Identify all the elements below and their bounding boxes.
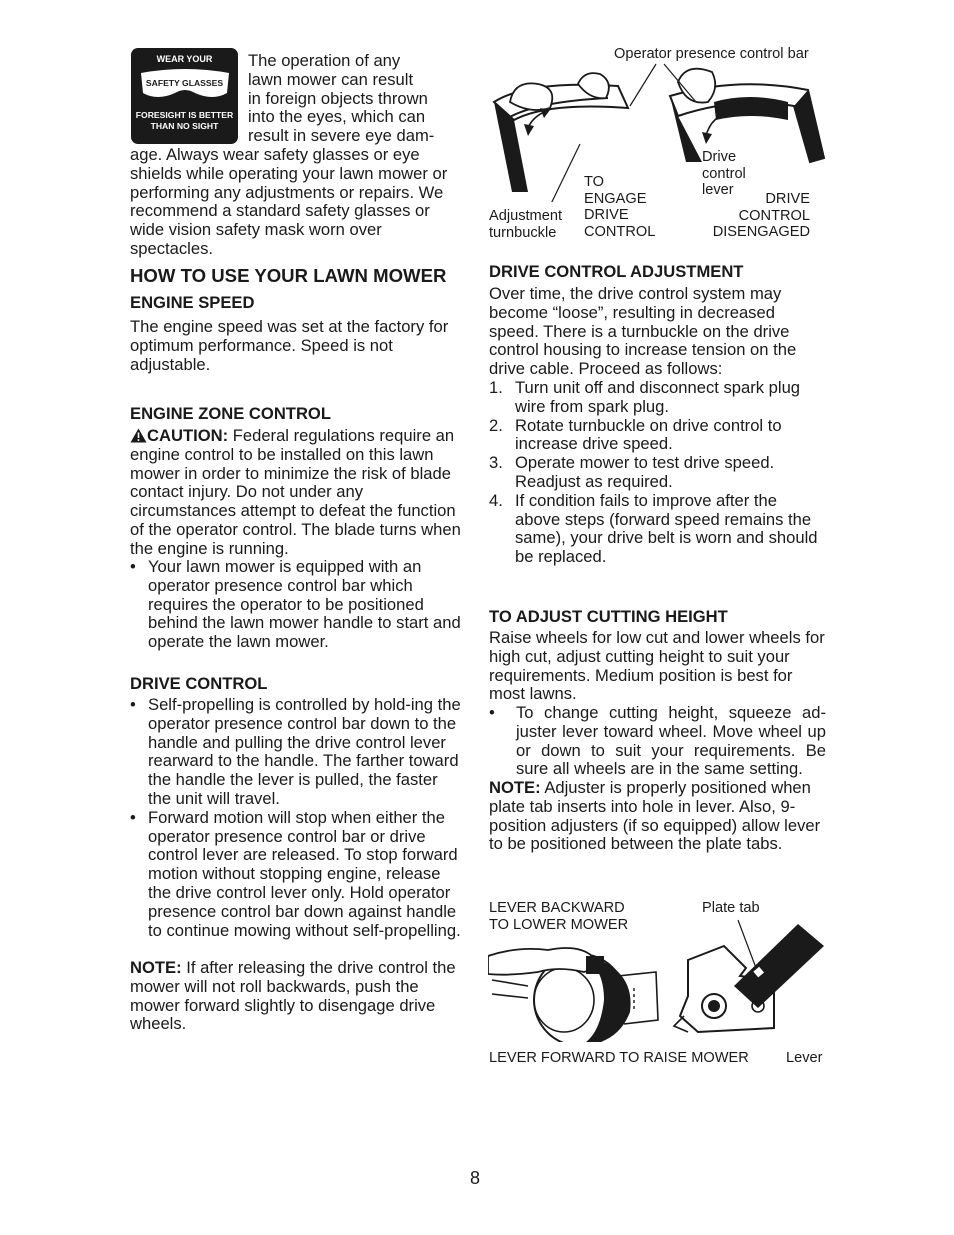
drive-control-note	[130, 959, 465, 1034]
label-line: control	[702, 165, 746, 182]
label-line: DISENGAGED	[712, 224, 810, 241]
intro-paragraph: age. Always wear safety glasses or eye shields while operating your lawn mower or performing any adjustments or repairs. We recommend a standard safety glasses or wide vision safety mask worn over spectacles.	[130, 145, 448, 258]
caution-label: CAUTION:	[147, 426, 229, 445]
engine-speed-body: The engine speed was set at the factory for optimum performance. Speed is not adjustable.	[130, 317, 449, 374]
warning-triangle-icon	[130, 428, 147, 443]
list-item	[489, 417, 826, 455]
label-line: CONTROL	[584, 223, 656, 240]
list-item: • Self-propelling is controlled by hold-ing the operator presence control bar down to the handle and pulling the drive control lever rearward to the handle. The farther toward the handle the lever is pulled, the faster the unit will travel.	[130, 696, 465, 809]
drive-control-bullets	[130, 696, 465, 940]
intro-line: into the eyes, which can	[248, 107, 426, 127]
drive-adjust-heading: DRIVE CONTROL ADJUSTMENT	[489, 262, 744, 281]
section-title-how-to: HOW TO USE YOUR LAWN MOWER	[130, 265, 447, 286]
badge-line-4: THAN NO SIGHT	[150, 121, 219, 131]
fig1-label-adjustment	[489, 208, 562, 241]
step-number: 3.	[489, 453, 503, 473]
step-number: 4.	[489, 490, 503, 510]
label-line: lever	[702, 182, 734, 199]
engine-zone-caution	[130, 427, 465, 559]
label-line: Drive	[702, 149, 737, 165]
note-body: Adjuster is properly positioned when plate tab inserts into hole in lever. Also, 9-position adjusters (if so equipped) allow lever to be positioned between the plate tabs.	[489, 778, 821, 854]
safety-glasses-badge	[131, 48, 238, 144]
step-number: 2.	[489, 415, 503, 435]
intro-line: lawn mower can result	[248, 69, 414, 89]
note-label: NOTE:	[489, 778, 541, 797]
fig1-label-disengaged	[690, 191, 810, 241]
badge-line-2: SAFETY GLASSES	[145, 78, 224, 88]
engine-speed-heading: ENGINE SPEED	[130, 293, 255, 312]
step-text: Turn unit off and disconnect spark plug wire from spark plug.	[515, 378, 801, 416]
step-text: Operate mower to test drive speed. Readjust as required.	[515, 453, 775, 491]
cutting-height-bullets	[489, 704, 826, 779]
note-body: If after releasing the drive control the mower will not roll backwards, push the mower forward slightly to disengage drive wheels.	[130, 958, 456, 1034]
drive-adjust-steps	[489, 379, 826, 567]
list-item: • To change cutting height, squeeze ad-juster lever toward wheel. Move wheel up or down to suit your requirements. Be sure all wheels are in the same setting.	[489, 704, 826, 779]
badge-line-3: FORESIGHT IS BETTER	[135, 110, 234, 120]
fig2-label-plate-tab: Plate tab	[702, 900, 760, 916]
fig1-label-top: Operator presence control bar	[614, 46, 809, 62]
fig2-label-lever: Lever	[786, 1050, 823, 1066]
drive-control-heading: DRIVE CONTROL	[130, 674, 268, 693]
cutting-height-heading: TO ADJUST CUTTING HEIGHT	[489, 607, 728, 626]
fig1-label-to-engage	[584, 174, 655, 240]
label-line: TO LOWER MOWER	[489, 916, 629, 933]
list-item	[489, 454, 826, 492]
list-item: • Forward motion will stop when either the operator presence control bar or drive control lever are released. To stop forward motion without stopping engine, release the drive control lever only. Hold operator presence control bar down against handle to continue mowing without self-propelling.	[130, 809, 465, 941]
label-line: CONTROL	[738, 207, 810, 224]
page-number: 8	[470, 1168, 481, 1188]
label-line: ENGAGE	[584, 190, 647, 207]
cutting-height-diagram	[488, 916, 828, 1042]
label-line: LEVER BACKWARD	[489, 900, 625, 916]
engine-zone-bullets	[130, 558, 465, 652]
label-line: TO	[584, 174, 605, 190]
step-number: 1.	[489, 378, 503, 397]
label-line: Adjustment	[489, 208, 563, 224]
intro-line: in foreign objects thrown	[248, 88, 428, 108]
note-label: NOTE:	[130, 958, 182, 977]
list-item: • Your lawn mower is equipped with an operator presence control bar which requires the operator to be positioned behind the lawn mower handle to start and operate the lawn mower.	[130, 558, 465, 652]
engine-zone-heading: ENGINE ZONE CONTROL	[130, 404, 331, 423]
caution-body: Federal regulations require an engine control to be installed on this lawn mower in order to minimize the risk of blade contact injury. Do not under any circumstances attempt to defeat the function of the operator control. The blade turns when the engine is running.	[130, 426, 461, 558]
step-text: If condition fails to improve after the above steps (forward speed remains the same), your drive belt is worn and should be replaced.	[515, 490, 818, 567]
intro-line: The operation of any	[248, 51, 401, 70]
drive-control-diagram	[488, 62, 828, 202]
drive-adjust-body: Over time, the drive control system may become “loose”, resulting in decreased speed. There is a turnbuckle on the drive control housing to increase tension on the drive cable. Proceed as follows:	[489, 284, 797, 379]
list-item	[489, 379, 826, 417]
badge-line-1: WEAR YOUR	[156, 54, 213, 64]
cutting-height-body: Raise wheels for low cut and lower wheels for high cut, adjust cutting height to suit your requirements. Medium position is best for most lawns.	[489, 628, 825, 704]
step-text: Rotate turnbuckle on drive control to increase drive speed.	[515, 415, 782, 454]
label-line: turnbuckle	[489, 224, 557, 241]
label-line: DRIVE	[765, 191, 810, 207]
list-item	[489, 492, 826, 567]
fig2-label-forward: LEVER FORWARD TO RAISE MOWER	[489, 1050, 749, 1066]
intro-line: result in severe eye dam-	[248, 126, 435, 146]
cutting-height-note	[489, 779, 826, 854]
intro-wrap	[248, 52, 463, 146]
label-line: DRIVE	[584, 207, 629, 224]
